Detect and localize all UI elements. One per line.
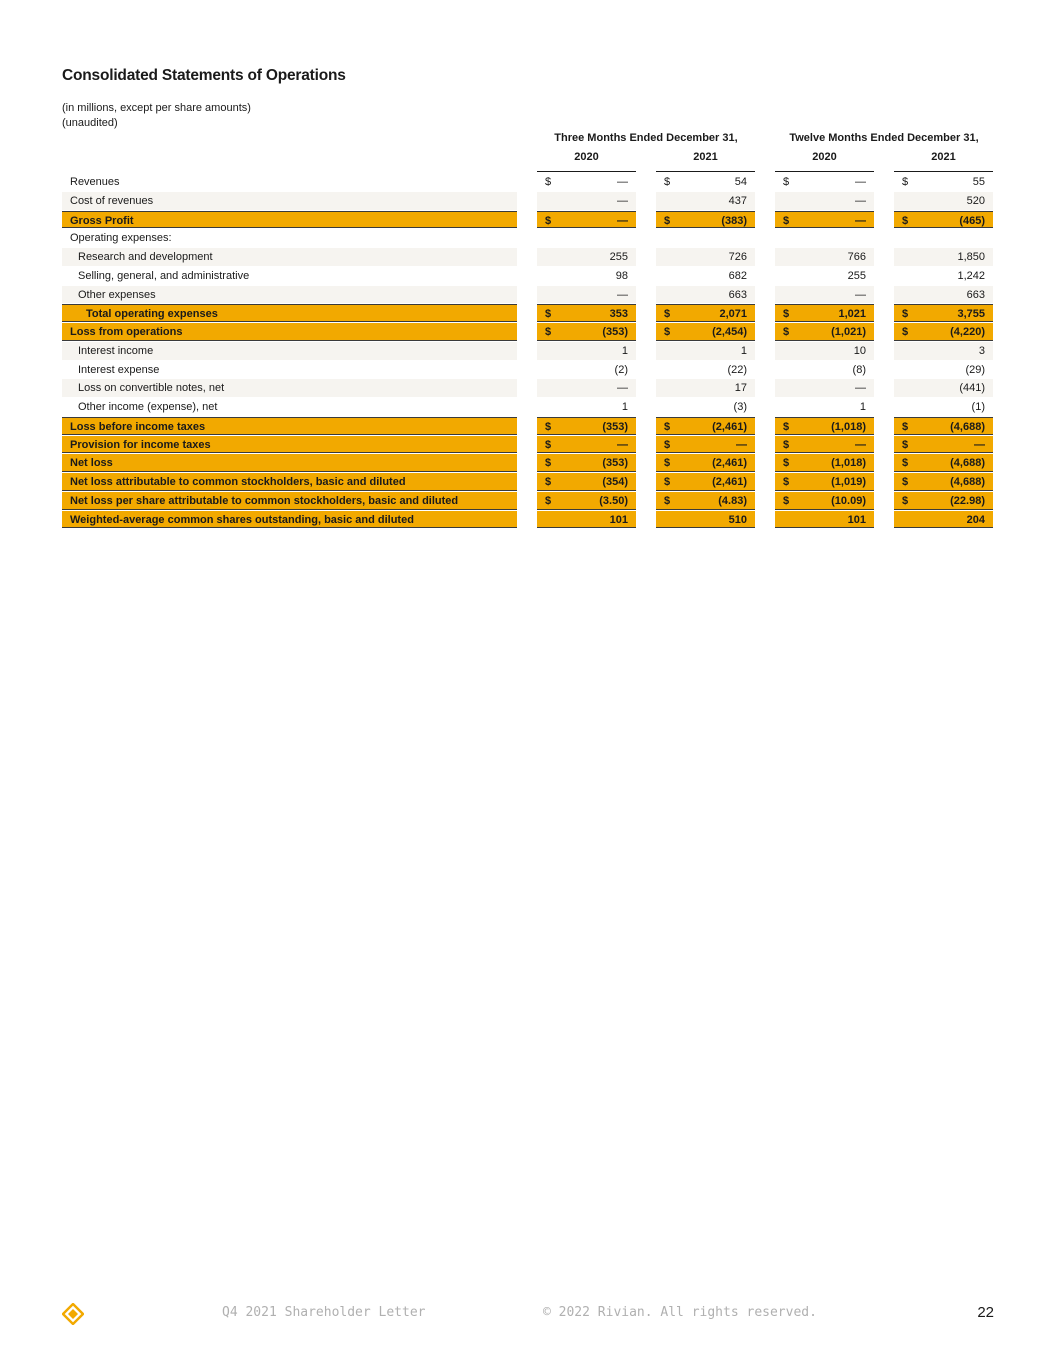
cell-value: (2,461) <box>712 457 747 470</box>
value-cell <box>656 361 755 379</box>
cell-value: 55 <box>972 176 985 188</box>
subtitle-units: (in millions, except per share amounts) <box>62 102 251 114</box>
row-label: Revenues <box>70 176 120 188</box>
row-label: Loss from operations <box>62 323 517 341</box>
cell-value: (353) <box>602 457 628 470</box>
value-cell <box>537 211 636 229</box>
value-cell <box>775 248 874 266</box>
cell-value: 3,755 <box>957 308 985 321</box>
row-label: Selling, general, and administrative <box>78 269 250 282</box>
value-cell <box>775 454 874 472</box>
cell-value: (441) <box>959 382 985 395</box>
cell-value: (3) <box>733 401 747 413</box>
dollar-sign: $ <box>902 420 909 433</box>
cell-value: (22.98) <box>950 494 985 507</box>
cell-value: 1 <box>621 401 628 413</box>
dollar-sign: $ <box>902 326 909 338</box>
table-row <box>0 248 1055 267</box>
value-cell <box>894 398 993 416</box>
table-row <box>0 492 1055 511</box>
table-row <box>0 286 1055 305</box>
dollar-sign: $ <box>545 457 552 470</box>
value-cell <box>656 492 755 510</box>
table-row <box>0 398 1055 417</box>
value-cell <box>537 192 636 210</box>
table-row <box>0 417 1055 436</box>
cell-value: — <box>855 288 866 301</box>
value-cell <box>894 304 993 322</box>
cell-value: — <box>855 382 866 395</box>
value-cell <box>775 417 874 435</box>
cell-value: — <box>855 438 866 451</box>
value-cell <box>775 267 874 285</box>
cell-value: 353 <box>609 308 628 321</box>
dollar-sign: $ <box>545 420 552 433</box>
cell-value: 255 <box>847 269 866 282</box>
value-cell <box>537 398 636 416</box>
value-cell <box>537 342 636 360</box>
cell-value: 101 <box>847 513 866 526</box>
dollar-sign: $ <box>664 420 671 433</box>
row-label: Interest income <box>62 342 517 360</box>
dollar-sign: $ <box>545 438 552 451</box>
value-cell <box>656 511 755 529</box>
footer-copyright: © 2022 Rivian. All rights reserved. <box>543 1305 817 1320</box>
cell-value: (2) <box>614 363 628 376</box>
cell-value: 1,242 <box>957 269 985 282</box>
value-cell <box>656 192 755 210</box>
dollar-sign: $ <box>902 308 909 321</box>
cell-value: — <box>617 176 628 188</box>
dollar-sign: $ <box>664 494 671 507</box>
value-cell <box>656 286 755 304</box>
cell-value: (4,688) <box>950 420 985 433</box>
value-cell <box>894 248 993 266</box>
value-cell <box>537 417 636 435</box>
value-cell <box>775 211 874 229</box>
header-year-y-2021: 2021 <box>931 151 956 163</box>
cell-value: 98 <box>615 269 628 282</box>
cell-value: 682 <box>728 269 747 282</box>
table-row <box>0 267 1055 286</box>
value-cell <box>656 398 755 416</box>
value-cell <box>537 229 636 247</box>
cell-value: 1 <box>740 344 747 357</box>
value-cell <box>775 473 874 491</box>
header-year-q-2020: 2020 <box>574 151 599 163</box>
cell-value: (1,018) <box>831 457 866 470</box>
dollar-sign: $ <box>664 326 671 338</box>
row-label: Net loss per share attributable to common stockholders, basic and diluted <box>62 492 517 510</box>
dollar-sign: $ <box>902 176 909 188</box>
value-cell <box>537 286 636 304</box>
row-label: Other expenses <box>62 286 517 304</box>
dollar-sign: $ <box>902 438 909 451</box>
cell-value: (354) <box>602 476 628 488</box>
table-row <box>0 342 1055 361</box>
subtitle-unaudited: (unaudited) <box>62 117 118 129</box>
row-label: Other income (expense), net <box>78 401 218 413</box>
footer-letter: Q4 2021 Shareholder Letter <box>222 1305 426 1320</box>
dollar-sign: $ <box>902 494 909 507</box>
cell-value: — <box>855 176 866 188</box>
dollar-sign: $ <box>783 176 790 188</box>
cell-value: 663 <box>728 288 747 301</box>
row-label: Net loss attributable to common stockholders, basic and diluted <box>62 473 517 491</box>
value-cell <box>656 267 755 285</box>
value-cell <box>775 323 874 341</box>
value-cell <box>537 267 636 285</box>
value-cell <box>775 379 874 397</box>
cell-value: 101 <box>609 513 628 526</box>
dollar-sign: $ <box>545 214 552 227</box>
table-row <box>0 323 1055 342</box>
table-row <box>0 473 1055 492</box>
table-row <box>0 192 1055 211</box>
cell-value: (10.09) <box>831 494 866 507</box>
row-label: Gross Profit <box>62 211 517 229</box>
cell-value: 726 <box>728 251 747 263</box>
value-cell <box>656 248 755 266</box>
cell-value: 510 <box>728 513 747 526</box>
dollar-sign: $ <box>783 214 790 227</box>
value-cell <box>894 229 993 247</box>
cell-value: (2,461) <box>712 476 747 488</box>
cell-value: — <box>736 438 747 451</box>
value-cell <box>775 398 874 416</box>
value-cell <box>656 323 755 341</box>
cell-value: (1,019) <box>831 476 866 488</box>
cell-value: — <box>617 438 628 451</box>
cell-value: — <box>855 214 866 227</box>
value-cell <box>537 454 636 472</box>
page-number: 22 <box>977 1304 994 1321</box>
dollar-sign: $ <box>783 420 790 433</box>
value-cell <box>775 173 874 191</box>
row-label: Operating expenses: <box>70 232 172 245</box>
value-cell <box>894 173 993 191</box>
value-cell <box>656 211 755 229</box>
value-cell <box>894 342 993 360</box>
row-label: Loss on convertible notes, net <box>62 379 517 397</box>
value-cell <box>894 286 993 304</box>
dollar-sign: $ <box>783 457 790 470</box>
value-cell <box>775 342 874 360</box>
value-cell <box>656 304 755 322</box>
dollar-sign: $ <box>783 326 790 338</box>
value-cell <box>894 361 993 379</box>
value-cell <box>537 304 636 322</box>
cell-value: (1,021) <box>831 326 866 338</box>
cell-value: (22) <box>727 363 747 376</box>
dollar-sign: $ <box>902 476 909 488</box>
table-row <box>0 454 1055 473</box>
table-row <box>0 361 1055 380</box>
cell-value: 663 <box>966 288 985 301</box>
cell-value: 766 <box>847 251 866 263</box>
value-cell <box>894 192 993 210</box>
cell-value: (1) <box>971 401 985 413</box>
cell-value: (3.50) <box>599 494 628 507</box>
cell-value: 1,850 <box>957 251 985 263</box>
header-rule <box>537 171 636 172</box>
value-cell <box>775 511 874 529</box>
value-cell <box>537 361 636 379</box>
dollar-sign: $ <box>664 176 671 188</box>
header-rule <box>775 171 874 172</box>
value-cell <box>775 286 874 304</box>
value-cell <box>894 473 993 491</box>
value-cell <box>894 323 993 341</box>
value-cell <box>775 492 874 510</box>
dollar-sign: $ <box>902 457 909 470</box>
header-year-y-2020: 2020 <box>812 151 837 163</box>
value-cell <box>656 342 755 360</box>
cell-value: 1,021 <box>838 308 866 321</box>
cell-value: — <box>617 288 628 301</box>
cell-value: (2,461) <box>712 420 747 433</box>
value-cell <box>537 492 636 510</box>
table-row <box>0 304 1055 323</box>
cell-value: (1,018) <box>831 420 866 433</box>
row-label: Provision for income taxes <box>62 436 517 454</box>
cell-value: (4,688) <box>950 457 985 470</box>
dollar-sign: $ <box>545 476 552 488</box>
cell-value: 54 <box>734 176 747 188</box>
value-cell <box>894 267 993 285</box>
cell-value: (4.83) <box>718 494 747 507</box>
dollar-sign: $ <box>783 476 790 488</box>
cell-value: — <box>617 194 628 207</box>
value-cell <box>894 454 993 472</box>
dollar-sign: $ <box>783 494 790 507</box>
table-row <box>0 511 1055 530</box>
cell-value: 255 <box>609 251 628 263</box>
value-cell <box>656 436 755 454</box>
rivian-logo-icon <box>62 1303 84 1325</box>
cell-value: 437 <box>728 194 747 207</box>
dollar-sign: $ <box>545 176 552 188</box>
dollar-sign: $ <box>664 438 671 451</box>
value-cell <box>537 473 636 491</box>
header-year-q-2021: 2021 <box>693 151 718 163</box>
row-label: Research and development <box>62 248 517 266</box>
page-title: Consolidated Statements of Operations <box>62 67 346 84</box>
value-cell <box>537 323 636 341</box>
header-twelve-months: Twelve Months Ended December 31, <box>789 132 979 144</box>
value-cell <box>775 229 874 247</box>
statement-table <box>0 173 1055 529</box>
value-cell <box>894 417 993 435</box>
row-label: Total operating expenses <box>62 304 517 322</box>
dollar-sign: $ <box>664 308 671 321</box>
header-rule <box>656 171 755 172</box>
row-label: Loss before income taxes <box>62 417 517 435</box>
cell-value: — <box>855 194 866 207</box>
dollar-sign: $ <box>664 214 671 227</box>
value-cell <box>656 417 755 435</box>
dollar-sign: $ <box>545 326 552 338</box>
table-row <box>0 173 1055 192</box>
cell-value: (8) <box>852 363 866 376</box>
cell-value: — <box>974 438 985 451</box>
dollar-sign: $ <box>664 457 671 470</box>
value-cell <box>537 511 636 529</box>
cell-value: (465) <box>959 214 985 227</box>
cell-value: 1 <box>621 344 628 357</box>
dollar-sign: $ <box>902 214 909 227</box>
value-cell <box>894 436 993 454</box>
cell-value: 204 <box>966 513 985 526</box>
cell-value: (2,454) <box>712 326 747 338</box>
value-cell <box>894 511 993 529</box>
dollar-sign: $ <box>664 476 671 488</box>
dollar-sign: $ <box>545 308 552 321</box>
header-rule <box>894 171 993 172</box>
cell-value: 1 <box>859 401 866 413</box>
cell-value: (353) <box>602 326 628 338</box>
value-cell <box>537 248 636 266</box>
table-row <box>0 211 1055 230</box>
cell-value: (383) <box>721 214 747 227</box>
cell-value: 3 <box>978 344 985 357</box>
cell-value: 10 <box>853 344 866 357</box>
row-label: Cost of revenues <box>62 192 517 210</box>
table-row <box>0 436 1055 455</box>
table-row <box>0 379 1055 398</box>
cell-value: 17 <box>734 382 747 395</box>
value-cell <box>656 454 755 472</box>
cell-value: (353) <box>602 420 628 433</box>
value-cell <box>775 361 874 379</box>
cell-value: 520 <box>966 194 985 207</box>
dollar-sign: $ <box>783 308 790 321</box>
value-cell <box>537 379 636 397</box>
row-label: Interest expense <box>78 363 160 376</box>
cell-value: — <box>617 214 628 227</box>
value-cell <box>656 473 755 491</box>
value-cell <box>656 229 755 247</box>
value-cell <box>656 379 755 397</box>
cell-value: (4,688) <box>950 476 985 488</box>
dollar-sign: $ <box>545 494 552 507</box>
value-cell <box>894 211 993 229</box>
value-cell <box>775 304 874 322</box>
header-three-months: Three Months Ended December 31, <box>554 132 738 144</box>
value-cell <box>775 192 874 210</box>
row-label: Weighted-average common shares outstanding, basic and diluted <box>62 511 517 529</box>
value-cell <box>894 492 993 510</box>
value-cell <box>656 173 755 191</box>
cell-value: 2,071 <box>719 308 747 321</box>
value-cell <box>537 436 636 454</box>
row-label: Net loss <box>62 454 517 472</box>
value-cell <box>775 436 874 454</box>
cell-value: — <box>617 382 628 395</box>
value-cell <box>894 379 993 397</box>
cell-value: (29) <box>965 363 985 376</box>
dollar-sign: $ <box>783 438 790 451</box>
cell-value: (4,220) <box>950 326 985 338</box>
value-cell <box>537 173 636 191</box>
table-row <box>0 229 1055 248</box>
